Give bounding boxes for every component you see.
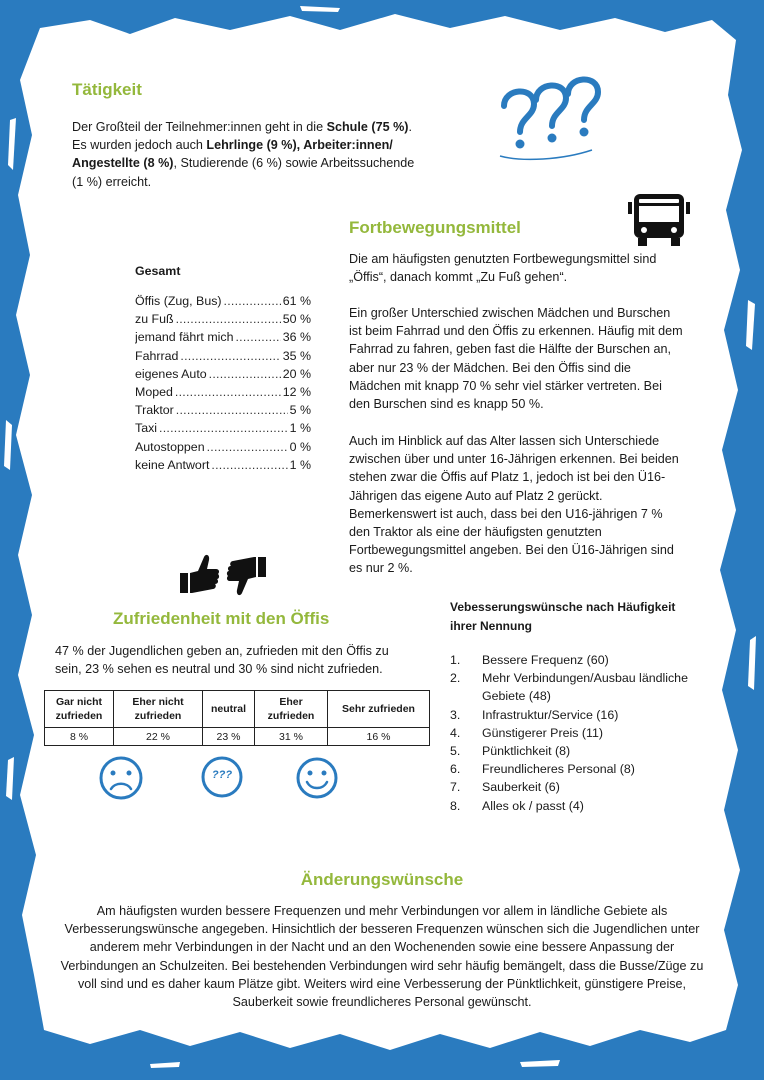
table-header-cell: Eher nicht zufrieden	[114, 691, 203, 728]
table-value-cell: 8 %	[45, 728, 114, 746]
gesamt-item-label: zu Fuß	[135, 312, 174, 327]
gesamt-item-label: eigenes Auto	[135, 366, 207, 381]
gesamt-item-value: 36 %	[282, 330, 311, 345]
wuensche-heading: Vebesserungswünsche nach Häufigkeit ihrer Nennung	[450, 600, 676, 633]
list-item-text: Sauberkeit (6)	[482, 780, 560, 795]
taetigkeit-text-segment: , Studierende (6 %) sowie Arbeitssuchende (1 %) erreicht.	[72, 156, 415, 189]
list-item	[450, 797, 700, 815]
list-item-text: Bessere Frequenz (60)	[482, 653, 609, 667]
list-item	[450, 760, 700, 778]
section-heading-zufriedenheit: Zufriedenheit mit den Öffis	[113, 609, 330, 628]
list-item-text: Infrastruktur/Service (16)	[482, 707, 619, 722]
gesamt-list-item	[135, 401, 311, 419]
table-value-cell: 31 %	[255, 728, 328, 746]
gesamt-item-value: 12 %	[282, 385, 311, 400]
list-item-number: 4.	[450, 725, 461, 740]
gesamt-list-item	[135, 419, 311, 437]
taetigkeit-text-segment: . Es wurden jedoch auch	[72, 120, 412, 153]
list-item-number: 6.	[450, 762, 461, 777]
list-item-text: Günstigerer Preis (11)	[482, 725, 603, 740]
gesamt-list-item	[135, 365, 311, 383]
dot-leader	[207, 438, 288, 456]
list-item-number: 2.	[450, 671, 461, 686]
table-value-cell: 16 %	[328, 728, 430, 746]
table-header-cell: Eher zufrieden	[255, 691, 328, 728]
bus-icon	[628, 192, 690, 248]
dot-leader	[224, 292, 281, 310]
zufriedenheit-text: 47 % der Jugendlichen geben an, zufrieden mit den Öffis zu sein, 23 % sehen es neutral und 30 % sind nicht zufrieden.	[55, 644, 389, 677]
dot-leader	[159, 419, 288, 437]
table-header-cell: neutral	[203, 691, 255, 728]
list-item-text: Freundlicheres Personal (8)	[482, 762, 635, 777]
gesamt-item-label: Autostoppen	[135, 439, 205, 454]
gesamt-item-value: 20 %	[282, 366, 311, 381]
gesamt-heading: Gesamt	[135, 264, 181, 278]
wuensche-list	[450, 651, 700, 815]
happy-face-icon	[294, 755, 340, 801]
gesamt-item-value: 5 %	[289, 403, 311, 418]
list-item-number: 8.	[450, 798, 461, 813]
gesamt-item-value: 0 %	[289, 439, 311, 454]
list-item	[450, 651, 700, 669]
dot-leader	[180, 347, 280, 365]
sad-face-icon	[97, 755, 145, 801]
gesamt-list-item	[135, 310, 311, 328]
gesamt-list-item	[135, 456, 311, 474]
list-item	[450, 669, 700, 705]
gesamt-list	[135, 292, 311, 474]
list-item	[450, 706, 700, 724]
table-header-cell: Sehr zufrieden	[328, 691, 430, 728]
list-item	[450, 778, 700, 796]
section-heading-aenderung: Änderungswünsche	[300, 870, 464, 889]
fortbewegung-paragraph-3: Auch im Hinblick auf das Alter lassen sich Unterschiede zwischen über und unter 16-Jährigen erkennen. Bei beiden stehen zwar die Öffis auf Platz 1, jedoch ist bei den Ü16-Jährigen das eigene Auto auf Platz 2 gerückt. Bemerkenswert ist auch, dass bei den U16-jährigen 7 % den Traktor als eine der häufigsten genutzten Fortbewegungsmittel angeben. Bei den Ü16-Jährigen sind es nur 2 %.	[349, 434, 679, 576]
section-heading-taetigkeit: Tätigkeit	[72, 80, 142, 99]
list-item	[450, 724, 700, 742]
dot-leader	[235, 328, 280, 346]
zufriedenheit-table	[44, 690, 430, 746]
neutral-face-text: ???	[211, 769, 233, 781]
list-item-number: 5.	[450, 744, 461, 759]
section-heading-fortbewegung: Fortbewegungsmittel	[349, 218, 521, 237]
dot-leader	[175, 383, 281, 401]
dot-leader	[211, 456, 287, 474]
dot-leader	[176, 401, 288, 419]
gesamt-list-item	[135, 292, 311, 310]
neutral-face-icon	[199, 755, 245, 799]
taetigkeit-text	[72, 118, 422, 191]
taetigkeit-text-segment: Der Großteil der Teilnehmer:innen geht in die	[72, 120, 327, 134]
gesamt-item-label: jemand fährt mich	[135, 330, 234, 345]
gesamt-list-item	[135, 438, 311, 456]
taetigkeit-text-segment: Schule (75 %)	[326, 120, 409, 134]
gesamt-item-label: Taxi	[135, 421, 158, 436]
gesamt-item-value: 1 %	[289, 457, 311, 472]
list-item-text: Pünktlichkeit (8)	[482, 744, 571, 759]
gesamt-list-item	[135, 383, 311, 401]
fortbewegung-paragraph-1: Die am häufigsten genutzten Fortbewegungsmittel sind „Öffis“, danach kommt „Zu Fuß gehen“.	[349, 252, 657, 285]
dot-leader	[209, 365, 281, 383]
taetigkeit-text-segment: Lehrlinge (9 %), Arbeiter:innen/ Angestellte (8 %)	[72, 138, 393, 171]
list-item-text: Mehr Verbindungen/Ausbau ländliche Gebiete (48)	[482, 671, 688, 704]
thumbs-up-down-icon	[178, 553, 268, 597]
gesamt-list-item	[135, 328, 311, 346]
gesamt-item-value: 61 %	[282, 294, 311, 308]
list-item-text: Alles ok / passt (4)	[482, 798, 584, 813]
gesamt-item-label: keine Antwort	[135, 457, 210, 472]
aenderung-text: Am häufigsten wurden bessere Frequenzen und mehr Verbindungen vor allem in ländliche Gebiete als Verbesserungswünsche angegeben. Hinsichtlich der besseren Frequenzen wünschen sich die Jugendlichen unter anderem mehr Verbindungen in der Nacht und an den Wochenenden sowie eine bessere Anpassung der Verbindungen an Schulzeiten. Bei bestehenden Verbindungen wird sehr häufig bemängelt, dass die Busse/Züge zu voll sind und es daher kaum Plätze gibt. Weiters wird eine Verbesserung der Pünktlichkeit, günstigere Preise, Sauberkeit sowie freundlicheres Personal gewünscht.	[60, 904, 704, 1010]
gesamt-item-label: Öffis (Zug, Bus)	[135, 294, 222, 308]
gesamt-item-label: Fahrrad	[135, 348, 179, 363]
question-marks-icon	[492, 72, 610, 168]
dot-leader	[176, 310, 281, 328]
gesamt-item-value: 50 %	[282, 312, 311, 327]
gesamt-item-label: Moped	[135, 385, 173, 400]
table-value-cell: 23 %	[203, 728, 255, 746]
table-value-cell: 22 %	[114, 728, 203, 746]
zufriedenheit-table-wrapper	[44, 690, 430, 746]
gesamt-list-item	[135, 347, 311, 365]
gesamt-item-label: Traktor	[135, 403, 174, 418]
list-item-number: 1.	[450, 653, 461, 667]
fortbewegung-paragraph-2: Ein großer Unterschied zwischen Mädchen und Burschen ist beim Fahrrad und den Öffis zu erkennen. Häufig mit dem Fahrrad zu fahren, geben fast die Hälfte der Burschen an, aber nur 23 % der Mädchen. Bei den Öffis sind die Mädchen mit knapp 70 % sehr viel stärker vertreten. Bei den Burschen sind es knapp 50 %.	[349, 306, 683, 412]
list-item-number: 3.	[450, 707, 461, 722]
gesamt-item-value: 1 %	[289, 421, 311, 436]
table-header-cell: Gar nicht zufrieden	[45, 691, 114, 728]
gesamt-item-value: 35 %	[282, 348, 311, 363]
list-item-number: 7.	[450, 780, 461, 795]
list-item	[450, 742, 700, 760]
